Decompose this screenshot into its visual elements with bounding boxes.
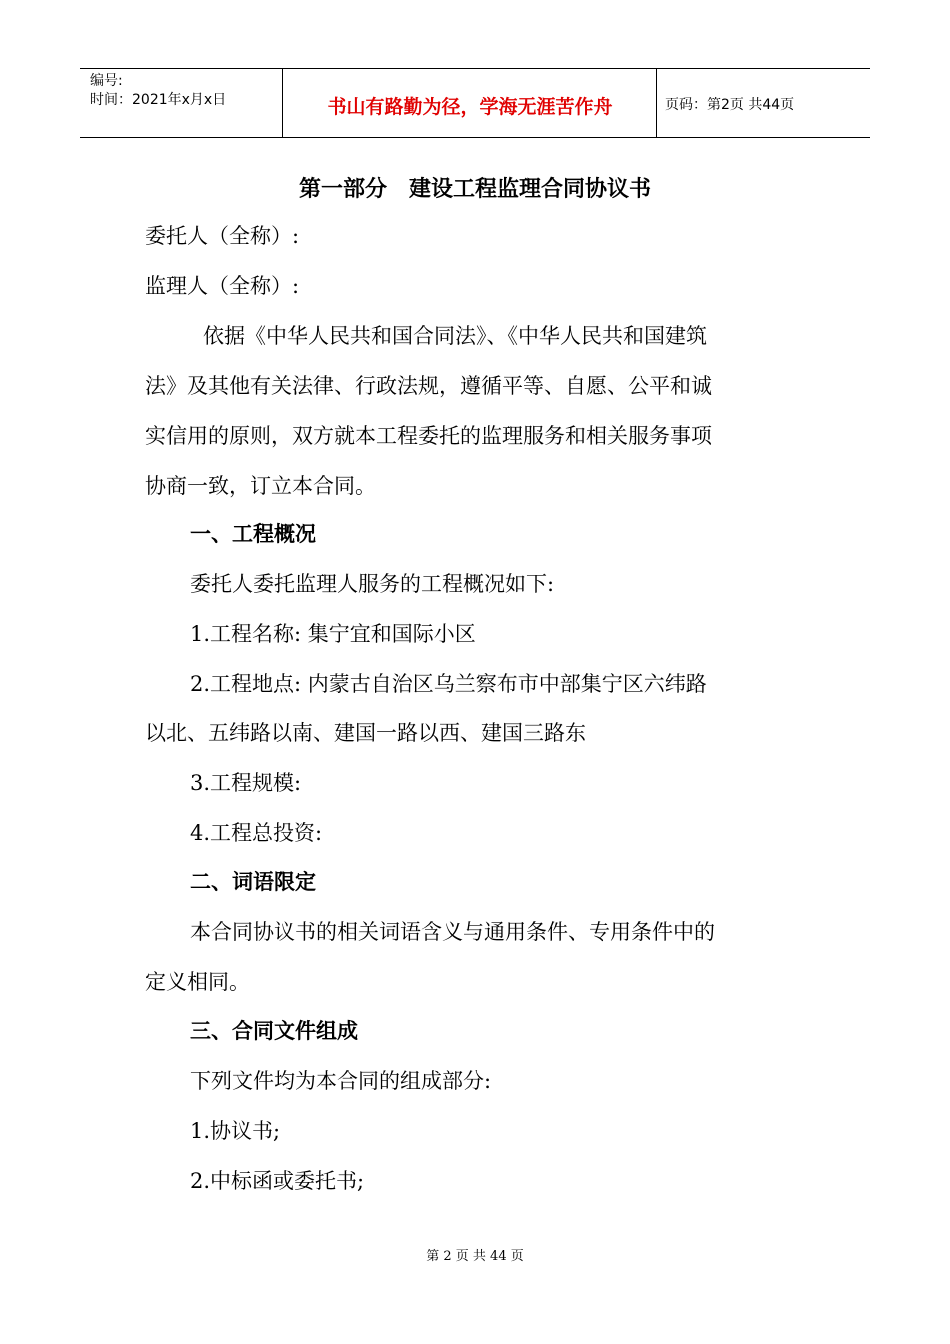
list-item-continuation: 以北、五纬路以南、建国一路以西、建国三路东 bbox=[145, 721, 586, 745]
list-item: 4.工程总投资: bbox=[190, 821, 323, 845]
footer-page-number: 第 2 页 共 44 页 bbox=[426, 1249, 524, 1264]
client-name-line: 委托人（全称）: bbox=[145, 224, 300, 248]
header-page-info: 页码：第2页 共44页 bbox=[665, 97, 795, 113]
section-heading: 二、词语限定 bbox=[190, 870, 316, 894]
list-item: 2.工程地点: 内蒙古自治区乌兰察布市中部集宁区六纬路 bbox=[190, 672, 707, 696]
paragraph-line: 定义相同。 bbox=[145, 970, 250, 994]
document-date-label: 时间：2021年x月x日 bbox=[90, 92, 227, 108]
page-header bbox=[80, 68, 870, 138]
supervisor-name-line: 监理人（全称）: bbox=[145, 274, 300, 298]
header-motto: 书山有路勤为径，学海无涯苦作舟 bbox=[327, 96, 613, 118]
section-heading: 一、工程概况 bbox=[190, 522, 316, 546]
header-divider-left bbox=[282, 69, 283, 137]
list-item: 2.中标函或委托书; bbox=[190, 1169, 365, 1193]
paragraph-line: 委托人委托监理人服务的工程概况如下: bbox=[190, 572, 555, 596]
list-item: 1.工程名称: 集宁宜和国际小区 bbox=[190, 622, 476, 646]
paragraph-line: 法》及其他有关法律、行政法规，遵循平等、自愿、公平和诚 bbox=[145, 374, 712, 398]
document-title: 第一部分 建设工程监理合同协议书 bbox=[298, 177, 651, 202]
paragraph-line: 依据《中华人民共和国合同法》、《中华人民共和国建筑 bbox=[203, 324, 707, 348]
paragraph-line: 实信用的原则，双方就本工程委托的监理服务和相关服务事项 bbox=[145, 424, 712, 448]
paragraph-line: 本合同协议书的相关词语含义与通用条件、专用条件中的 bbox=[190, 920, 715, 944]
header-divider-right bbox=[656, 69, 657, 137]
list-item: 3.工程规模: bbox=[190, 771, 302, 795]
document-number-label: 编号: bbox=[90, 73, 123, 89]
paragraph-line: 下列文件均为本合同的组成部分: bbox=[190, 1069, 492, 1093]
list-item: 1.协议书; bbox=[190, 1119, 281, 1143]
section-heading: 三、合同文件组成 bbox=[190, 1019, 358, 1043]
paragraph-line: 协商一致，订立本合同。 bbox=[145, 474, 376, 498]
